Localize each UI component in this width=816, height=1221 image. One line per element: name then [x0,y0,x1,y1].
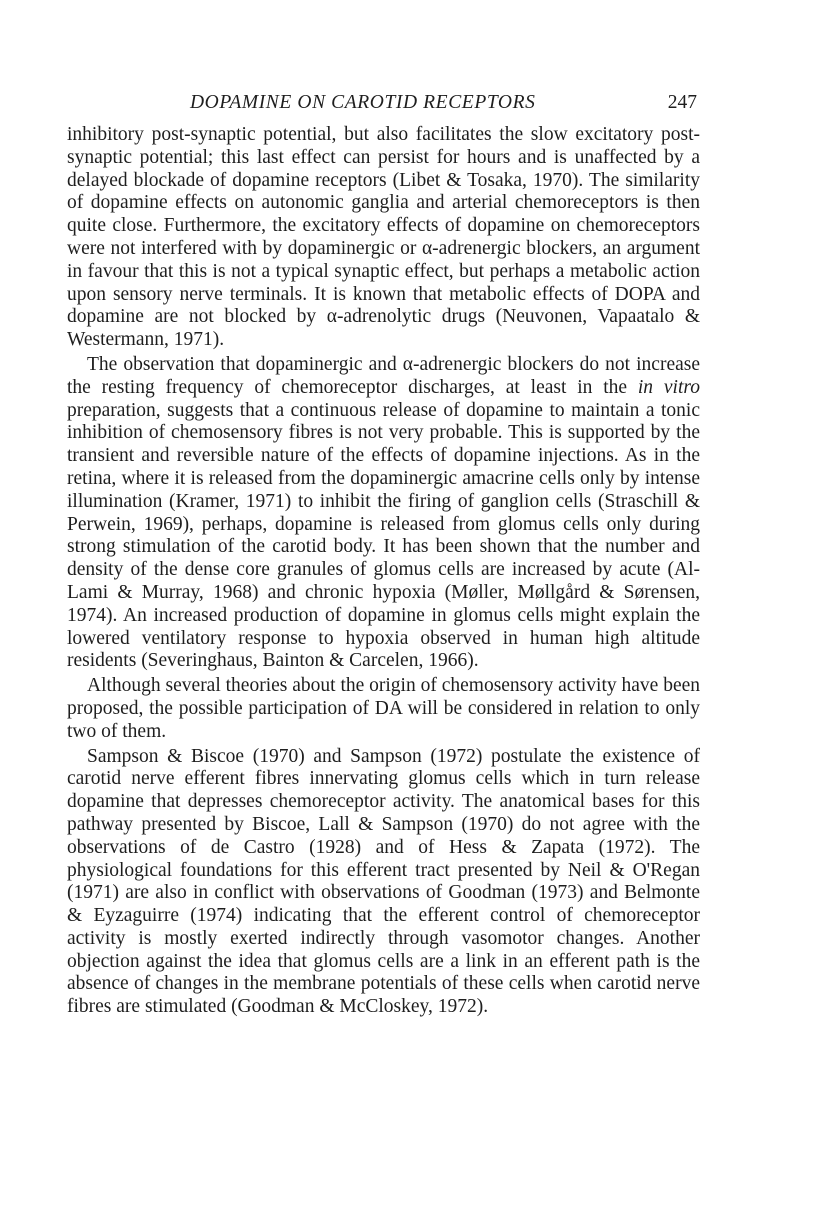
paragraph-text: The observation that dopaminergic and α-adrenergic blockers do not increase the resting frequency of chemoreceptor discharges, at least in the [67,353,700,398]
paragraph-4 [67,746,700,1020]
paragraph-1 [67,124,700,352]
page-number: 247 [667,92,697,113]
paragraph-3 [67,675,700,743]
paragraph-text: preparation, suggests that a continuous release of dopamine to maintain a tonic inhibition of chemosensory fibres is not very probable. This is supported by the transient and reversible nature of the effects of dopamine injections. As in the retina, where it is released from the dopaminergic amacrine cells only by intense illumination (Kramer, 1971) to inhibit the firing of ganglion cells (Straschill & Perwein, 1969), perhaps, dopamine is released from glomus cells only during strong stimulation of the carotid body. It has been shown that the number and density of the dense core granules of glomus cells are increased by acute (Al-Lami & Murray, 1968) and chronic hypoxia (Møller, Møllgård & Sørensen, 1974). An increased production of dopamine in glomus cells might explain the lowered ventilatory response to hypoxia observed in human high altitude residents (Severinghaus, Bainton & Carcelen, 1966). [67,399,700,672]
paragraph-2 [67,354,700,673]
paragraph-text: inhibitory post-synaptic potential, but also facilitates the slow excitatory post-synaptic potential; this last effect can persist for hours and is unaffected by a delayed blockade of dopamine receptors (Libet & Tosaka, 1970). The similarity of dopamine effects on autonomic ganglia and arterial chemoreceptors is then quite close. Furthermore, the excitatory effects of dopamine on chemoreceptors were not interfered with by dopaminergic or α-adrenergic blockers, an argument in favour that this is not a typical synaptic effect, but perhaps a metabolic action upon sensory nerve terminals. It is known that metabolic effects of DOPA and dopamine are not blocked by α-adrenolytic drugs (Neuvonen, Vapaatalo & Westermann, 1971). [67,124,700,351]
document-page [67,92,700,1019]
paragraph-text: Sampson & Biscoe (1970) and Sampson (1972) postulate the existence of carotid nerve efferent fibres innervating glomus cells which in turn release dopamine that depresses chemoreceptor activity. The anatomical bases for this pathway presented by Biscoe, Lall & Sampson (1970) do not agree with the observations of de Castro (1928) and of Hess & Zapata (1972). The physiological foundations for this efferent tract presented by Neil & O'Regan (1971) are also in conflict with observations of Goodman (1973) and Belmonte & Eyzaguirre (1974) indicating that the efferent control of chemoreceptor activity is mostly exerted indirectly through vasomotor changes. Another objection against the idea that glomus cells are a link in an efferent path is the absence of changes in the membrane potentials of these cells when carotid nerve fibres are stimulated (Goodman & McCloskey, 1972). [67,745,700,1018]
italic-term: in vitro [637,376,700,398]
paragraph-text: Although several theories about the origin of chemosensory activity have been proposed, the possible participation of DA will be considered in relation to only two of them. [67,675,700,742]
page-header [67,92,700,124]
running-title: DOPAMINE ON CAROTID RECEPTORS [190,92,536,113]
